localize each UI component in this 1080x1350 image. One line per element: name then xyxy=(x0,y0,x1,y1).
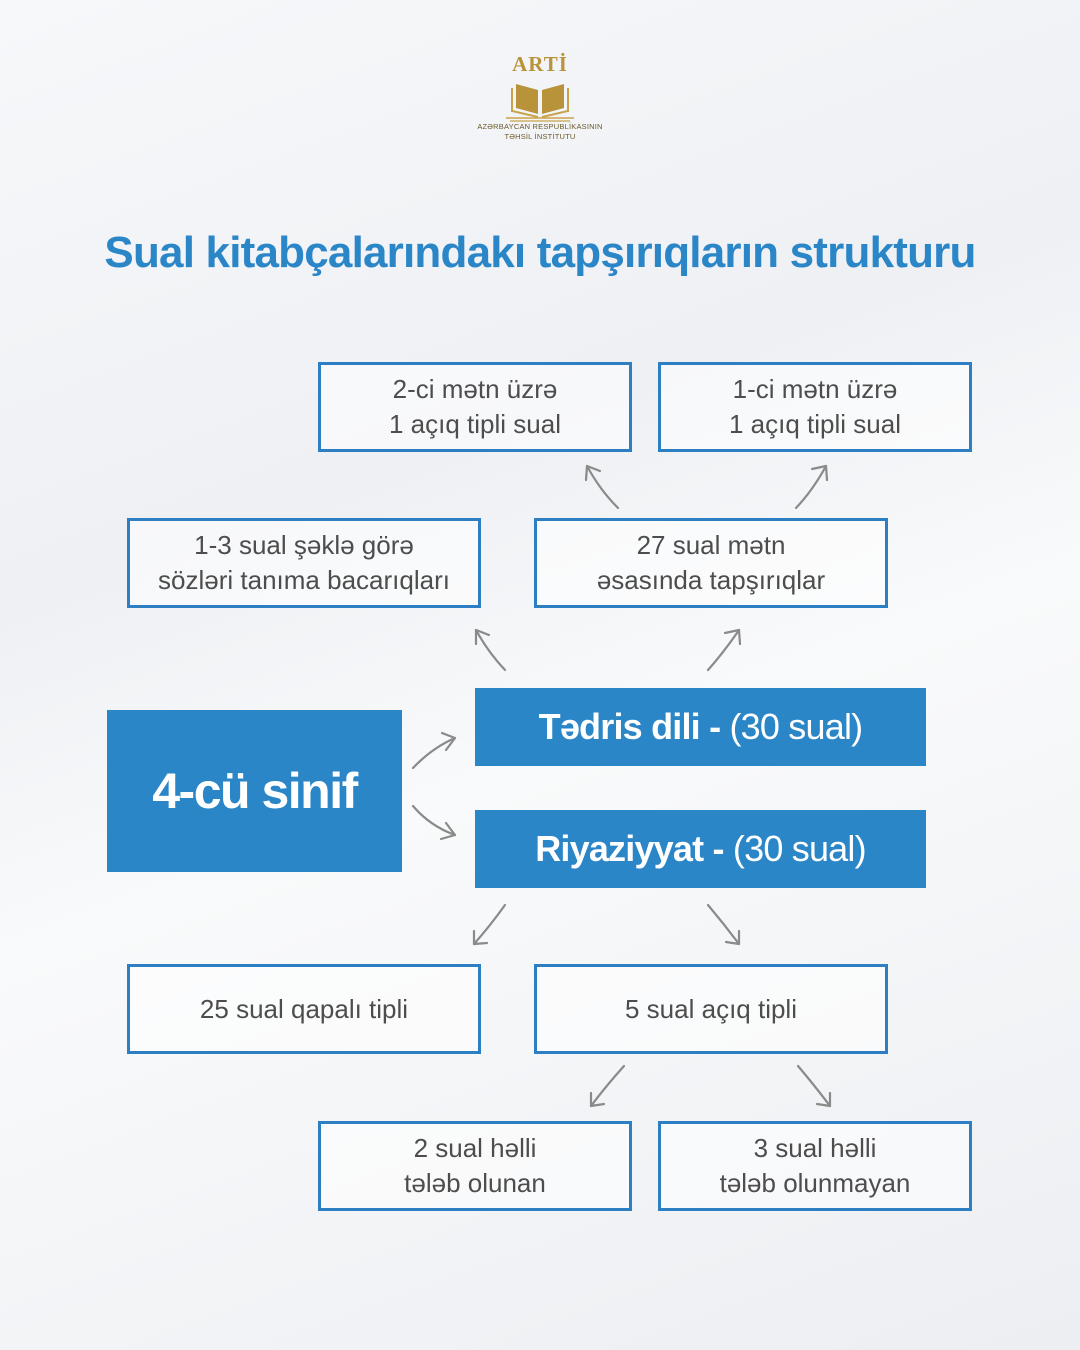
main-grade-label: 4-cü sinif xyxy=(152,763,357,819)
subject-name: Tədris dili - xyxy=(538,706,730,747)
logo-subtitle-1: AZƏRBAYCAN RESPUBLİKASININ xyxy=(477,122,603,131)
arrow-icon xyxy=(796,466,827,508)
subject-count: (30 sual) xyxy=(729,706,863,747)
arrow-icon xyxy=(413,806,455,839)
arrow-icon xyxy=(798,1066,830,1106)
logo-subtitle-2: TƏHSİL İNSTİTUTU xyxy=(504,132,576,141)
logo-name: ARTİ xyxy=(512,52,568,76)
subject-count: (30 sual) xyxy=(732,828,866,869)
box-line: tələb olunan xyxy=(404,1168,546,1198)
box-line: tələb olunmayan xyxy=(719,1168,911,1198)
box-line: 1-3 sual şəklə görə xyxy=(194,530,414,560)
box-line: əsasında tapşırıqlar xyxy=(596,565,826,595)
arrow-icon xyxy=(708,630,740,670)
arrow-icon xyxy=(413,733,455,768)
subject-name: Riyaziyyat - xyxy=(535,828,733,869)
box-line: 2-ci mətn üzrə xyxy=(392,374,558,404)
box-line: 2 sual həlli xyxy=(413,1133,537,1163)
arrow-icon xyxy=(591,1066,624,1106)
arrow-icon xyxy=(474,905,505,944)
arrow-icon xyxy=(476,630,505,670)
arrow-icon xyxy=(708,905,739,944)
box-line: 3 sual həlli xyxy=(753,1133,877,1163)
page-title: Sual kitabçalarındakı tapşırıqların strukturu xyxy=(104,228,976,277)
box-line: 27 sual mətn xyxy=(636,530,786,560)
box-line: 25 sual qapalı tipli xyxy=(199,993,409,1024)
box-line: 5 sual açıq tipli xyxy=(625,993,797,1024)
arrow-icon xyxy=(586,466,618,508)
box-line: 1-ci mətn üzrə xyxy=(732,374,898,404)
box-line: 1 açıq tipli sual xyxy=(389,409,561,439)
box-line: 1 açıq tipli sual xyxy=(729,409,901,439)
box-line: sözləri tanıma bacarıqları xyxy=(158,565,450,595)
